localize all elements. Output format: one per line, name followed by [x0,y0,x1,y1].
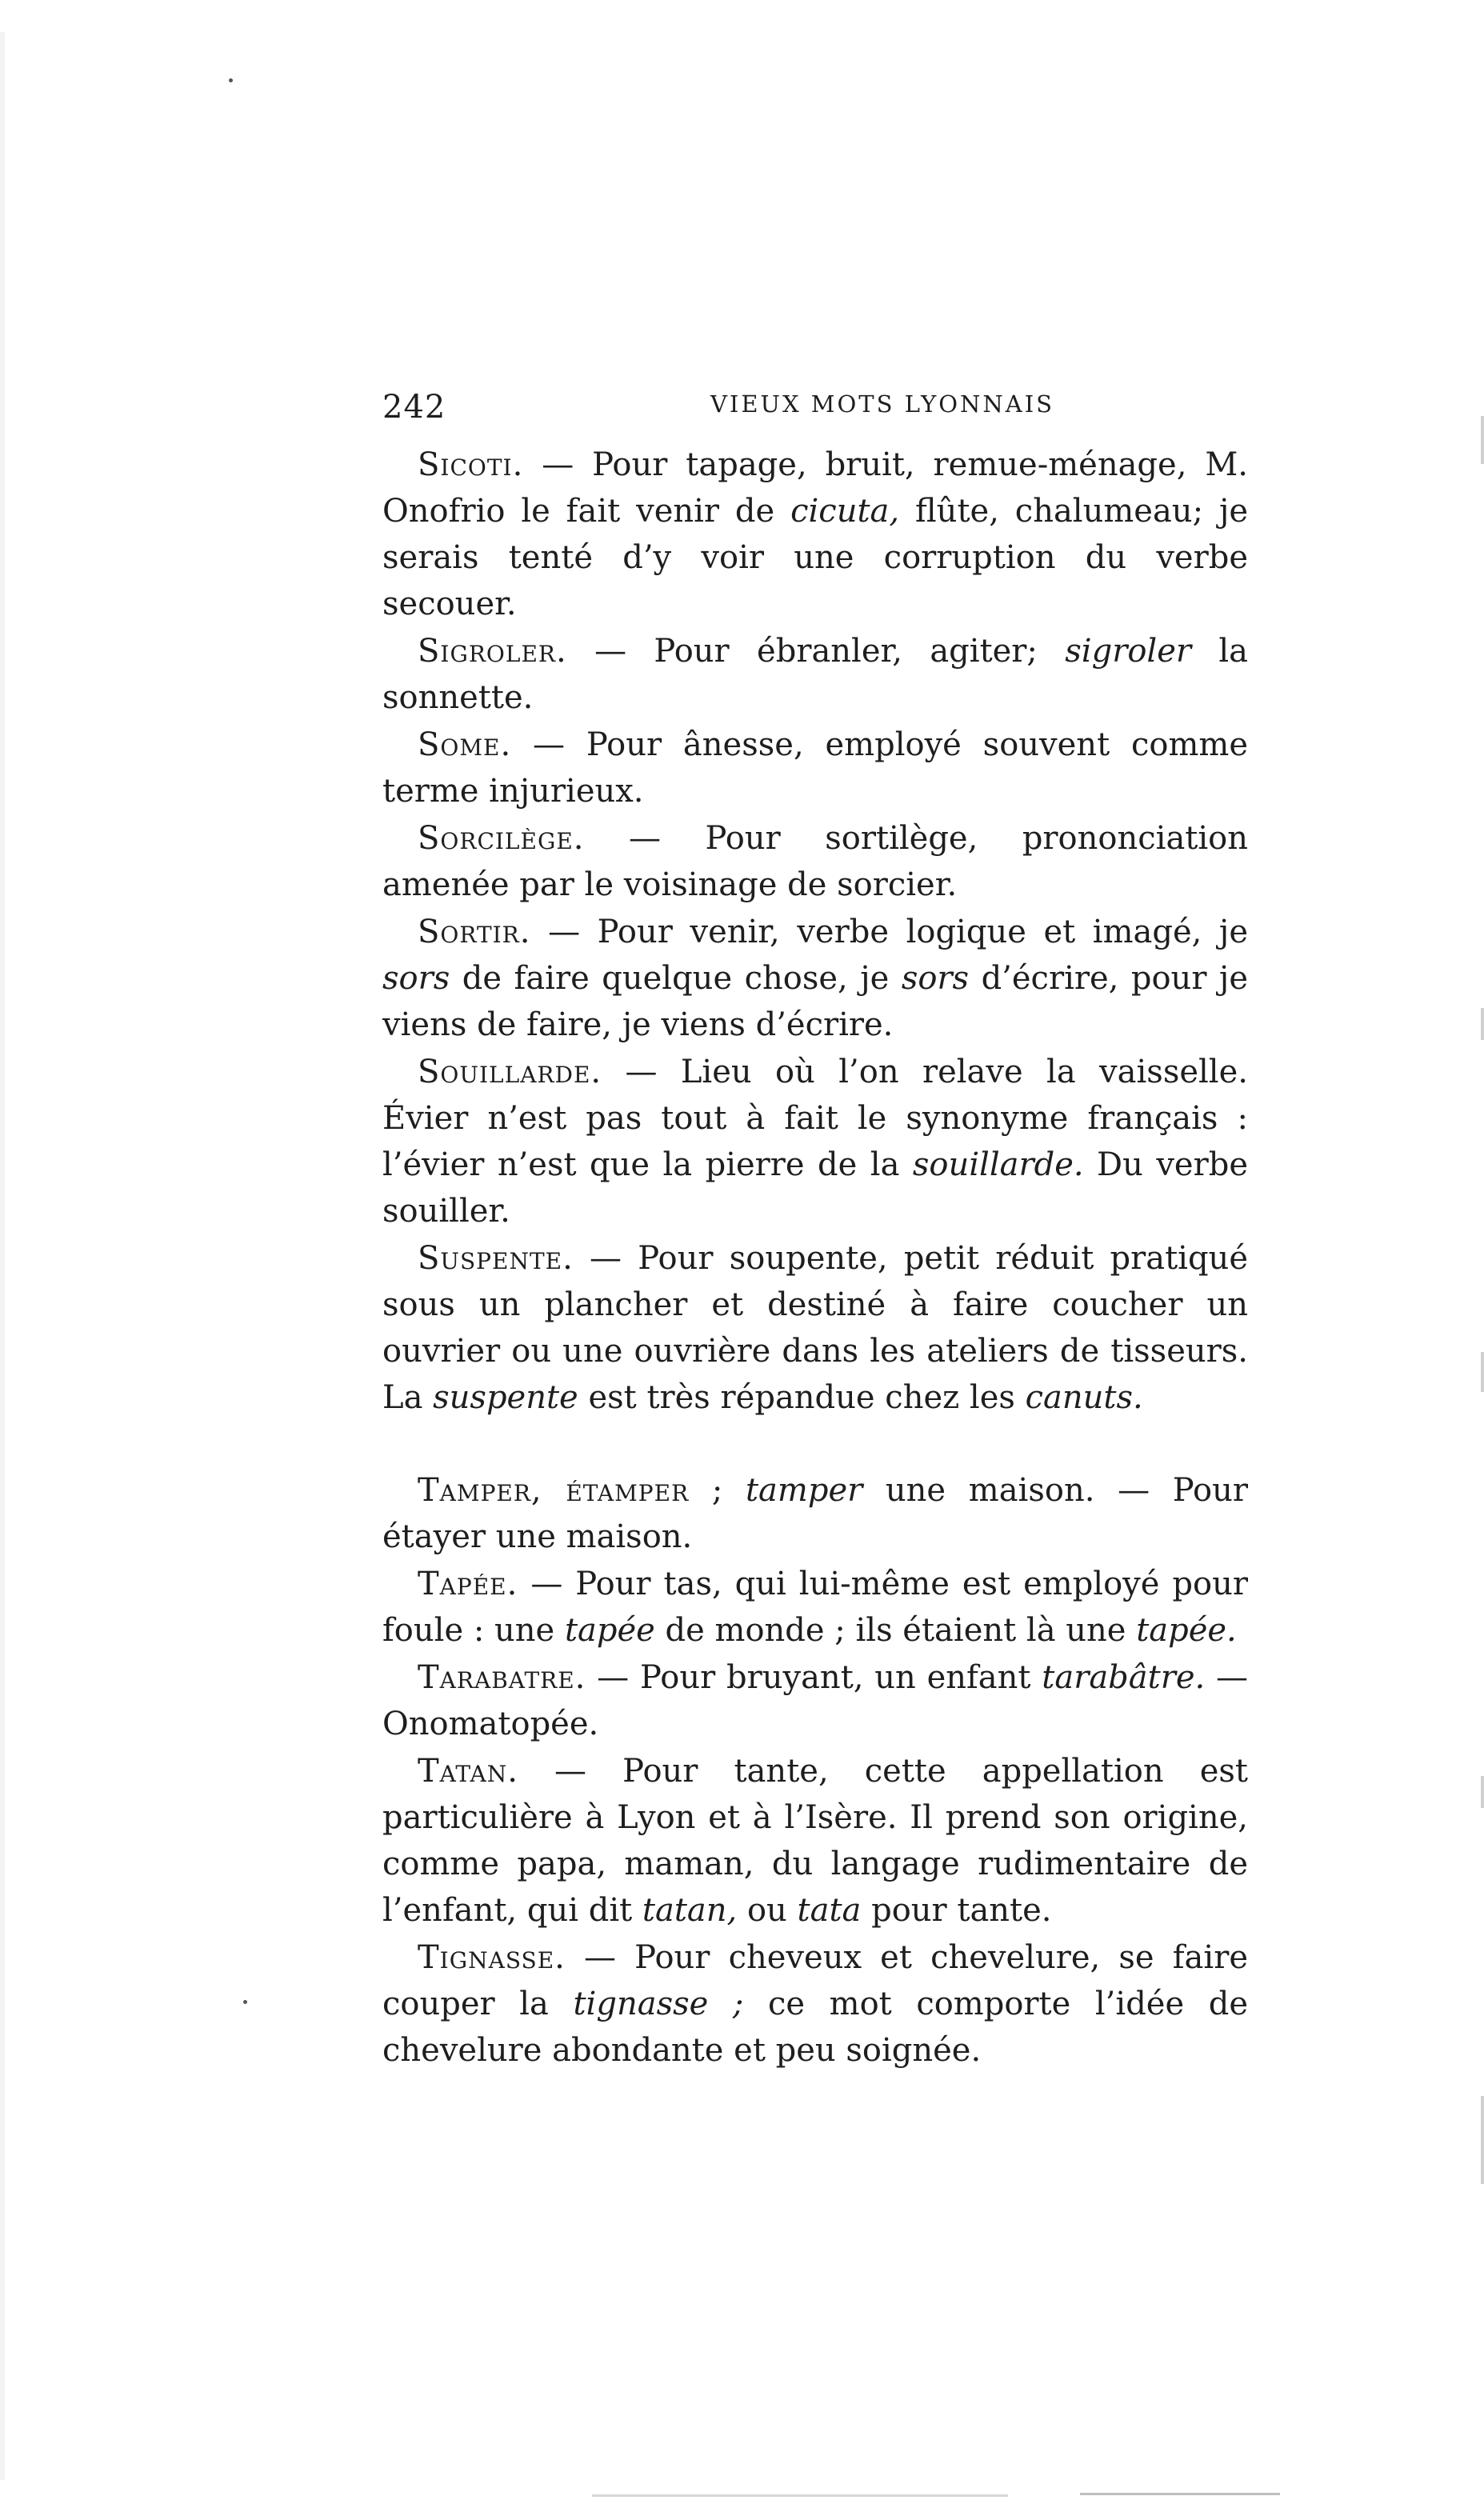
italic-term: sors [901,960,970,997]
scan-edge-right [1481,2096,1484,2184]
page-bottom-artifact [592,2494,1008,2497]
entry-headword: Sorcilège. [418,820,585,857]
italic-term: souillarde. [912,1146,1084,1183]
entry-definition-text: — Pour venir, verbe logique et imagé, je [530,914,1248,950]
entry-headword: Tamper, [418,1472,542,1509]
entry-headword: Souillarde. [418,1054,602,1090]
entry-definition-text: — Onomatopée. [382,1659,1249,1742]
entry-definition-text: est très répandue chez les [578,1379,1026,1416]
dictionary-entry [382,1235,1248,1421]
ink-speck [243,2000,247,2004]
entry-headword: Sicoti. [418,446,524,483]
italic-term: sigroler [1065,633,1191,670]
entry-headword: Suspente. [418,1240,574,1277]
entry-definition-text: — Pour tante, cette appellation est particulière à Lyon et à l’Isère. Il prend son origine, comme papa, maman, du langage rudimentaire de l’enfant, qui dit [382,1753,1248,1929]
page-header [382,382,1248,430]
italic-term: tarabâtre. [1042,1659,1206,1696]
entry-definition-text: ce mot comporte l’idée de chevelure abondante et peu soignée. [382,1986,1249,2069]
entry-definition-text: — Pour tas, qui lui-même est employé pour foule : une [382,1566,1248,1649]
entry-definition-text: la sonnette. [382,633,1249,716]
entry-headword: Sigroler. [418,633,567,670]
scan-edge-left [0,32,5,2480]
entry-definition-text: ; [689,1472,746,1509]
entry-definition-text: — Pour soupente, petit réduit pratiqué sous un plancher et destiné à faire coucher un ouvrier ou une ouvrière dans les ateliers de tisseurs. La [382,1240,1248,1416]
page-number: 242 [382,389,446,426]
entry-definition-text: — Pour sortilège, prononciation amenée par le voisinage de sorcier. [382,820,1248,903]
dictionary-entry [382,442,1248,627]
dictionary-entry [382,1561,1248,1654]
italic-term: tata [797,1892,862,1929]
entry-headword: Tarabatre. [418,1659,586,1696]
running-head: VIEUX MOTS LYONNAIS [710,390,1055,418]
italic-term: tapée. [1136,1612,1237,1649]
dictionary-entry [382,1934,1248,2074]
entry-definition-text: — Pour cheveux et chevelure, se faire couper la [382,1939,1248,2022]
dictionary-entry [382,1049,1248,1234]
entry-definition-text: pour tante. [861,1892,1052,1929]
italic-term: cicuta, [790,493,900,530]
dictionary-entry [382,815,1248,908]
scan-edge-right [1481,1352,1484,1392]
entry-headword: Some. [418,726,512,763]
entry-headword: Tapée. [418,1566,518,1602]
entry-definition-text: — Pour ébranler, agiter; [566,633,1066,670]
dictionary-entry [382,1467,1248,1560]
ink-speck [229,78,233,82]
entry-definition-text: — Pour bruyant, un enfant [586,1659,1042,1696]
dictionary-entry [382,1748,1248,1934]
entry-definition-text: Du verbe souiller. [382,1146,1248,1230]
entry-headword: Tignasse. [418,1939,566,1976]
entry-headword-variant: étamper [542,1472,690,1509]
dictionary-entry [382,909,1248,1048]
italic-term: canuts. [1025,1379,1143,1416]
entry-definition-text: flûte, chalumeau; je serais tenté d’y voir une corruption du verbe secouer. [382,493,1249,622]
scan-edge-right [1481,1008,1484,1040]
page-bottom-artifact [1080,2493,1280,2495]
italic-term: tatan, [642,1892,738,1929]
entry-definition-text: de monde ; ils étaient là une [654,1612,1137,1649]
dictionary-entry [382,628,1248,721]
italic-term: sors [382,960,450,997]
entry-definition-text: — Pour ânesse, employé souvent comme terme injurieux. [382,726,1248,810]
dictionary-entry [382,722,1248,814]
entry-headword: Sortir. [418,914,531,950]
italic-term: suspente [433,1379,578,1416]
entry-definition-text: ou [737,1892,798,1929]
entry-definition-text: une maison. — Pour étayer une maison. [382,1472,1249,1555]
italic-term: tignasse ; [573,1986,744,2022]
italic-term: tamper [745,1472,863,1509]
scan-edge-right [1481,1776,1484,1808]
italic-term: tapée [564,1612,655,1649]
dictionary-entries [382,442,1248,2074]
entry-definition-text: — Lieu où l’on relave la vaisselle. Évier n’est pas tout à fait le synonyme français : l’évier n’est que la pierre de la [382,1054,1248,1183]
dictionary-entry [382,1654,1248,1747]
entry-headword: Tatan. [418,1753,518,1790]
scan-edge-right [1481,416,1484,464]
entry-definition-text: — Pour tapage, bruit, remue-ménage, M. Onofrio le fait venir de [382,446,1248,530]
entry-definition-text: de faire quelque chose, je [450,960,902,997]
entry-definition-text: d’écrire, pour je viens de faire, je viens d’écrire. [382,960,1248,1043]
